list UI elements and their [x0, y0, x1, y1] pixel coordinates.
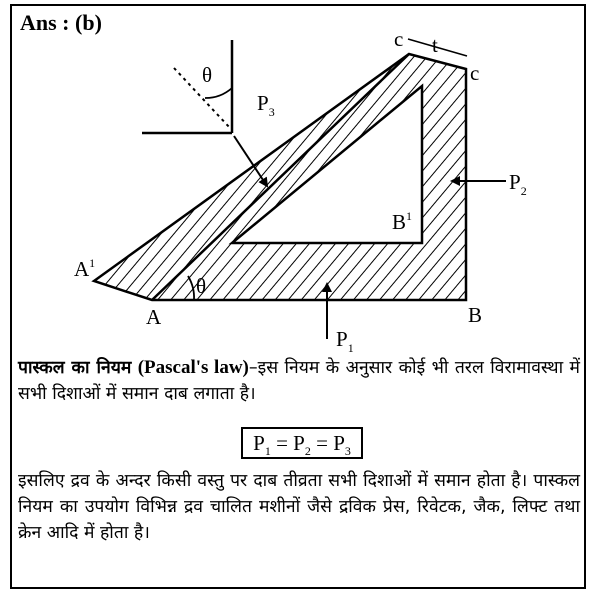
law-title: पास्कल का नियम — [18, 358, 132, 378]
explanation-paragraph: इसलिए द्रव के अन्दर किसी वस्तु पर दाब तीव्रता सभी दिशाओं में समान होता है। पास्कल नियम का उपयोग विभिन्न द्रव चालित मशीनों जैसे द्रविक प्रेस, रिवेटक, जैक, लिफ्ट तथा क्रेन आदि में होता है। — [18, 471, 580, 543]
pascal-law-diagram — [12, 6, 588, 355]
b-label: B — [468, 303, 483, 327]
pascal-law-paragraph — [18, 355, 580, 407]
theta-arc-top — [205, 88, 232, 98]
law-title-english: (Pascal's law) — [137, 357, 249, 378]
p3-label: $P_3$ — [257, 91, 275, 119]
p1-label: $P_1$ — [336, 327, 354, 355]
t-label: t — [432, 33, 438, 57]
a-label: A — [146, 305, 162, 329]
law-statement: –इस नियम के अनुसार कोई भी तरल विरामावस्था में सभी दिशाओं में समान दाब लगाता है। — [18, 358, 580, 404]
b1-label: $B^1$ — [392, 209, 413, 234]
c-right-label: c — [470, 61, 480, 85]
theta-bottom-label: θ — [196, 274, 207, 298]
answer-frame — [10, 4, 586, 589]
answer-label: Ans : (b) — [20, 10, 102, 35]
theta-top-label: θ — [202, 63, 213, 87]
a1-label: $A^1$ — [74, 256, 96, 281]
c-left-label: c — [394, 27, 404, 51]
equation-box: $P_1 = P_2 = P_3$ — [241, 427, 363, 459]
p2-label: $P_2$ — [509, 170, 527, 198]
